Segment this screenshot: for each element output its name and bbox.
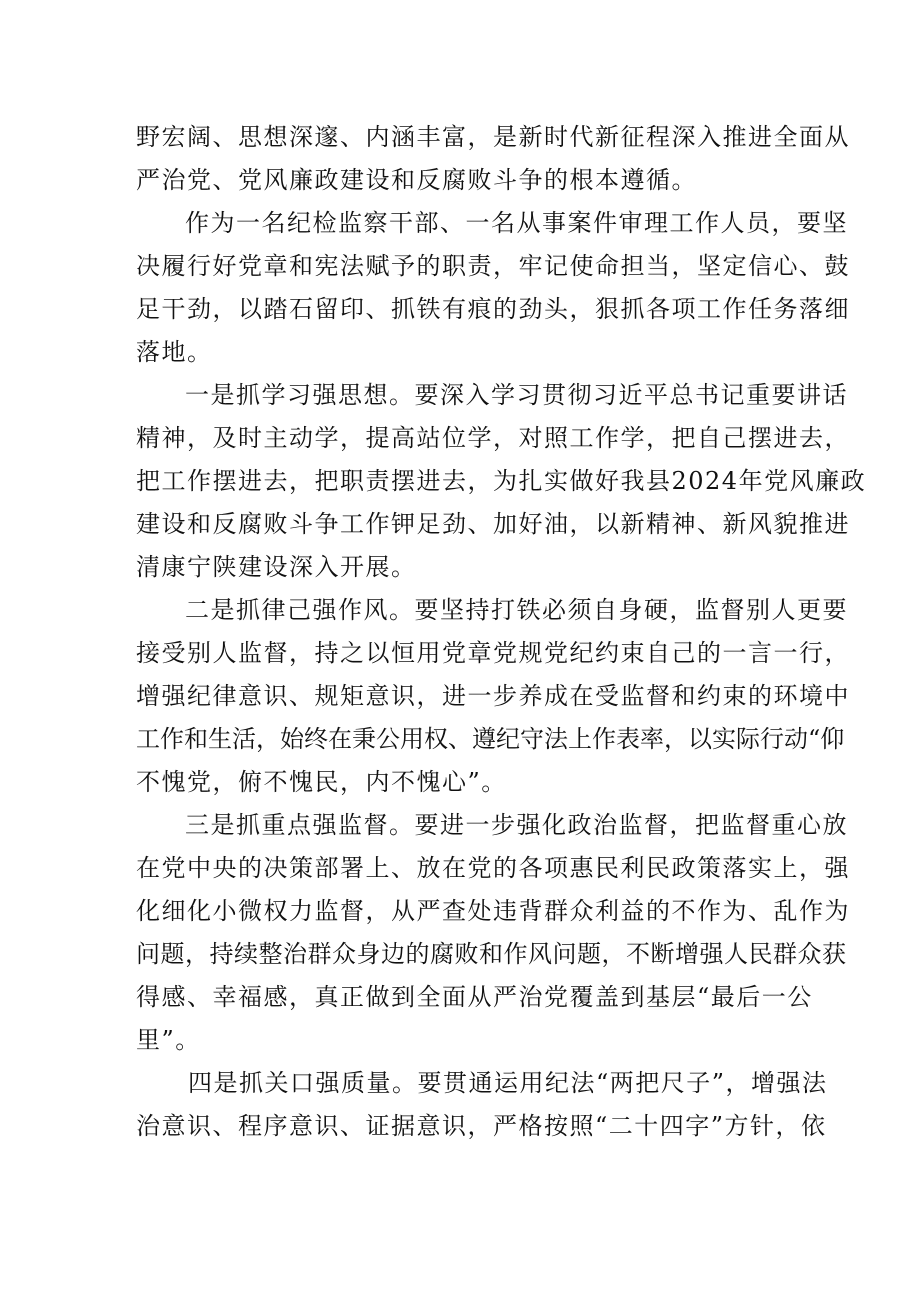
text-line: 接受别人监督，持之以恒用党章党规党纪约束自己的一言一行， [136,639,850,667]
text-line: 一是抓学习强思想。要深入学习贯彻习近平总书记重要讲话 [185,381,848,409]
text-line: 增强纪律意识、规矩意识，进一步养成在受监督和约束的环境中 [136,682,850,710]
text-line: 清康宁陕建设深入开展。 [136,553,417,581]
text-line: 工作和生活，始终在秉公用权、遵纪守法上作表率，以实际行动“仰 [136,725,845,753]
text-line: 四是抓关口强质量。要贯通运用纪法“两把尺子”，增强法 [188,1069,828,1097]
text-line: 问题，持续整治群众身边的腐败和作风问题，不断增强人民群众获 [136,940,847,968]
text-line: 在党中央的决策部署上、放在党的各项惠民利民政策落实上，强 [136,854,850,882]
text-line: 严治党、党风廉政建设和反腐败斗争的根本遵循。 [136,166,697,194]
text-line: 把工作摆进去，把职责摆进去，为扎实做好我县2024年党风廉政 [136,467,867,495]
text-line: 化细化小微权力监督，从严查处违背群众利益的不作为、乱作为 [136,897,850,925]
text-line: 三是抓重点强监督。要进一步强化政治监督，把监督重心放 [185,811,848,839]
text-line: 决履行好党章和宪法赋予的职责，牢记使命担当，坚定信心、鼓 [136,252,850,280]
text-line: 野宏阔、思想深邃、内涵丰富，是新时代新征程深入推进全面从 [136,123,850,151]
text-line: 落地。 [136,338,213,366]
text-line: 里”。 [136,1026,201,1054]
text-line: 精神，及时主动学，提高站位学，对照工作学，把自己摆进去， [136,424,850,452]
text-line: 得感、幸福感，真正做到全面从严治党覆盖到基层“最后一公 [136,983,813,1011]
text-line: 足干劲，以踏石留印、抓铁有痕的劲头，狠抓各项工作任务落细 [136,295,850,323]
text-line: 二是抓律己强作风。要坚持打铁必须自身硬，监督别人更要 [185,596,848,624]
text-line: 不愧党，俯不愧民，内不愧心”。 [136,768,507,796]
text-line: 建设和反腐败斗争工作钾足劲、加好油，以新精神、新风貌推进 [136,510,850,538]
text-line: 作为一名纪检监察干部、一名从事案件审理工作人员，要坚 [185,209,848,237]
text-line: 治意识、程序意识、证据意识，严格按照“二十四字”方针，依 [136,1112,827,1140]
